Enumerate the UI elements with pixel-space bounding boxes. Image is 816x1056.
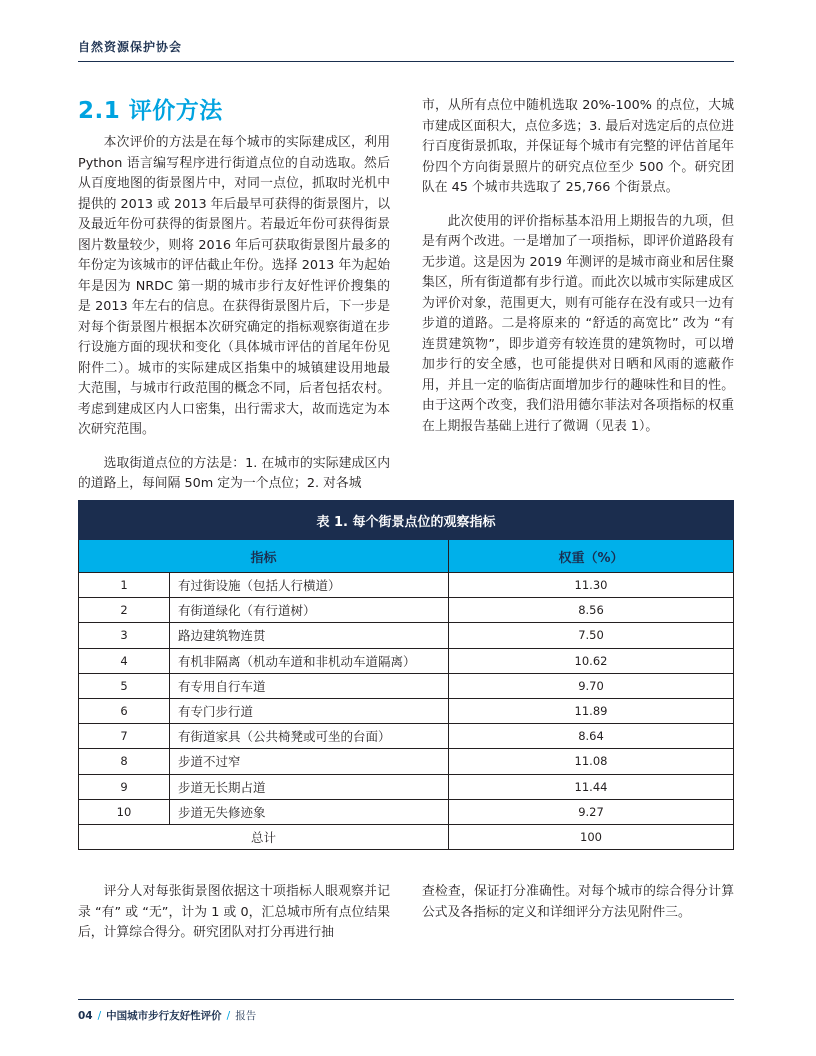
row-weight: 8.64 — [449, 724, 734, 749]
row-weight: 9.70 — [449, 673, 734, 698]
paragraph-scoring: 评分人对每张街景图依据这十项指标人眼观察并记录 “有” 或 “无”，计为 1 或 0，汇总城市所有点位结果后，计算综合得分。研究团队对打分再进行抽 — [78, 884, 390, 940]
row-number: 9 — [79, 774, 170, 799]
row-number: 3 — [79, 623, 170, 648]
row-weight: 11.08 — [449, 749, 734, 774]
row-indicator: 有街道绿化（有行道树） — [170, 598, 449, 623]
table-caption: 表 1. 每个街景点位的观察指标 — [79, 501, 734, 540]
row-number: 5 — [79, 673, 170, 698]
row-number: 1 — [79, 573, 170, 598]
paragraph-method: 本次评价的方法是在每个城市的实际建成区，利用 Python 语言编写程序进行街道点位的自动选取。然后从百度地图的街景图片中，对同一点位，抓取时光机中提供的 2013 或 2013 年后最早可获得的街景图片，以及最近年份可获得的街景图片。若最近年份可获得街景图片数量较少，则将 2016 年后可获取街景图片最多的年份定为该城市的评估截止年份。选择 2013 年为起始年是因为 NRDC 第一期的城市步行友好性评价搜集的是 2013 年左右的信息。在获得街景图片后，下一步是对每个街景图片根据本次研究确定的指标观察街道在步行设施方面的现状和变化（具体城市评估的首尾年份见附件二）。城市的实际建成区指集中的城镇建设用地最大范围，与城市行政范围的概念不同，后者包括农村。考虑到建成区内人口密集，出行需求大，故而选定为本次研究范围。 — [78, 135, 390, 437]
row-indicator: 有机非隔离（机动车道和非机动车道隔离） — [170, 648, 449, 673]
header-weight: 权重（%） — [449, 540, 734, 573]
left-column-bottom — [78, 882, 390, 957]
row-indicator: 有过街设施（包括人行横道） — [170, 573, 449, 598]
header-divider — [78, 61, 734, 62]
total-weight: 100 — [449, 824, 734, 849]
row-indicator: 路边建筑物连贯 — [170, 623, 449, 648]
table-row — [79, 774, 734, 799]
left-column-top — [78, 133, 390, 508]
row-weight: 11.30 — [449, 573, 734, 598]
table-row — [79, 799, 734, 824]
right-column-bottom — [422, 882, 734, 936]
row-indicator: 步道无长期占道 — [170, 774, 449, 799]
row-indicator: 步道不过窄 — [170, 749, 449, 774]
row-weight: 11.44 — [449, 774, 734, 799]
table-total-row — [79, 824, 734, 849]
row-number: 7 — [79, 724, 170, 749]
table-row — [79, 648, 734, 673]
indicator-table — [78, 500, 734, 850]
paragraph-indicators: 此次使用的评价指标基本沿用上期报告的九项，但是有两个改进。一是增加了一项指标，即评价道路段有无步道。这是因为 2019 年测评的是城市商业和居住聚集区，所有街道都有步行道。而此次以城市实际建成区为评价对象，范围更大，则有可能存在没有或只一边有步道的道路。二是将原来的 “舒适的高宽比” 改为 “有连贯建筑物”，即步道旁有较连贯的建筑物时，可以增加步行的安全感，也可能提供对日晒和风雨的遮蔽作用，并且一定的临街店面增加步行的趣味性和目的性。 由于这两个改变，我们沿用德尔菲法对各项指标的权重在上期报告基础上进行了微调（见表 1）。 — [422, 213, 734, 434]
table-row — [79, 749, 734, 774]
footer-divider — [78, 999, 734, 1000]
paragraph-point-selection-cont: 市，从所有点位中随机选取 20%-100% 的点位，大城市建成区面积大，点位多选；3. 最后对选定后的点位进行百度街景抓取，并保证每个城市有完整的评估首尾年份四个方向街景照片的研究点位至少 500 个。研究团队在 45 个城市共选取了 25,766 个街景点。 — [422, 98, 734, 195]
row-weight: 10.62 — [449, 648, 734, 673]
report-type: 报告 — [235, 1010, 257, 1022]
table-row — [79, 623, 734, 648]
footer-separator: / — [226, 1010, 231, 1022]
row-indicator: 步道无失修迹象 — [170, 799, 449, 824]
row-indicator: 有专用自行车道 — [170, 673, 449, 698]
row-weight: 8.56 — [449, 598, 734, 623]
row-weight: 11.89 — [449, 698, 734, 723]
report-title: 中国城市步行友好性评价 — [106, 1010, 222, 1022]
row-indicator: 有街道家具（公共椅凳或可坐的台面） — [170, 724, 449, 749]
table-row — [79, 673, 734, 698]
paragraph-point-selection: 选取街道点位的方法是：1. 在城市的实际建成区内的道路上，每间隔 50m 定为一个点位；2. 对各城 — [78, 455, 390, 491]
row-weight: 7.50 — [449, 623, 734, 648]
row-weight: 9.27 — [449, 799, 734, 824]
table-row — [79, 598, 734, 623]
footer-separator: / — [97, 1010, 102, 1022]
organization-name: 自然资源保护协会 — [78, 40, 183, 54]
page-number: 04 — [78, 1010, 93, 1022]
table-row — [79, 698, 734, 723]
row-number: 6 — [79, 698, 170, 723]
total-label: 总计 — [79, 824, 449, 849]
right-column-top — [422, 96, 734, 450]
row-indicator: 有专门步行道 — [170, 698, 449, 723]
table-row — [79, 724, 734, 749]
row-number: 2 — [79, 598, 170, 623]
table-row — [79, 573, 734, 598]
section-title: 2.1 评价方法 — [78, 98, 223, 124]
paragraph-scoring-cont: 查检查，保证打分准确性。对每个城市的综合得分计算公式及各指标的定义和详细评分方法见附件三。 — [422, 884, 734, 920]
page-footer — [78, 1008, 256, 1023]
row-number: 8 — [79, 749, 170, 774]
row-number: 4 — [79, 648, 170, 673]
header-indicator: 指标 — [79, 540, 449, 573]
row-number: 10 — [79, 799, 170, 824]
